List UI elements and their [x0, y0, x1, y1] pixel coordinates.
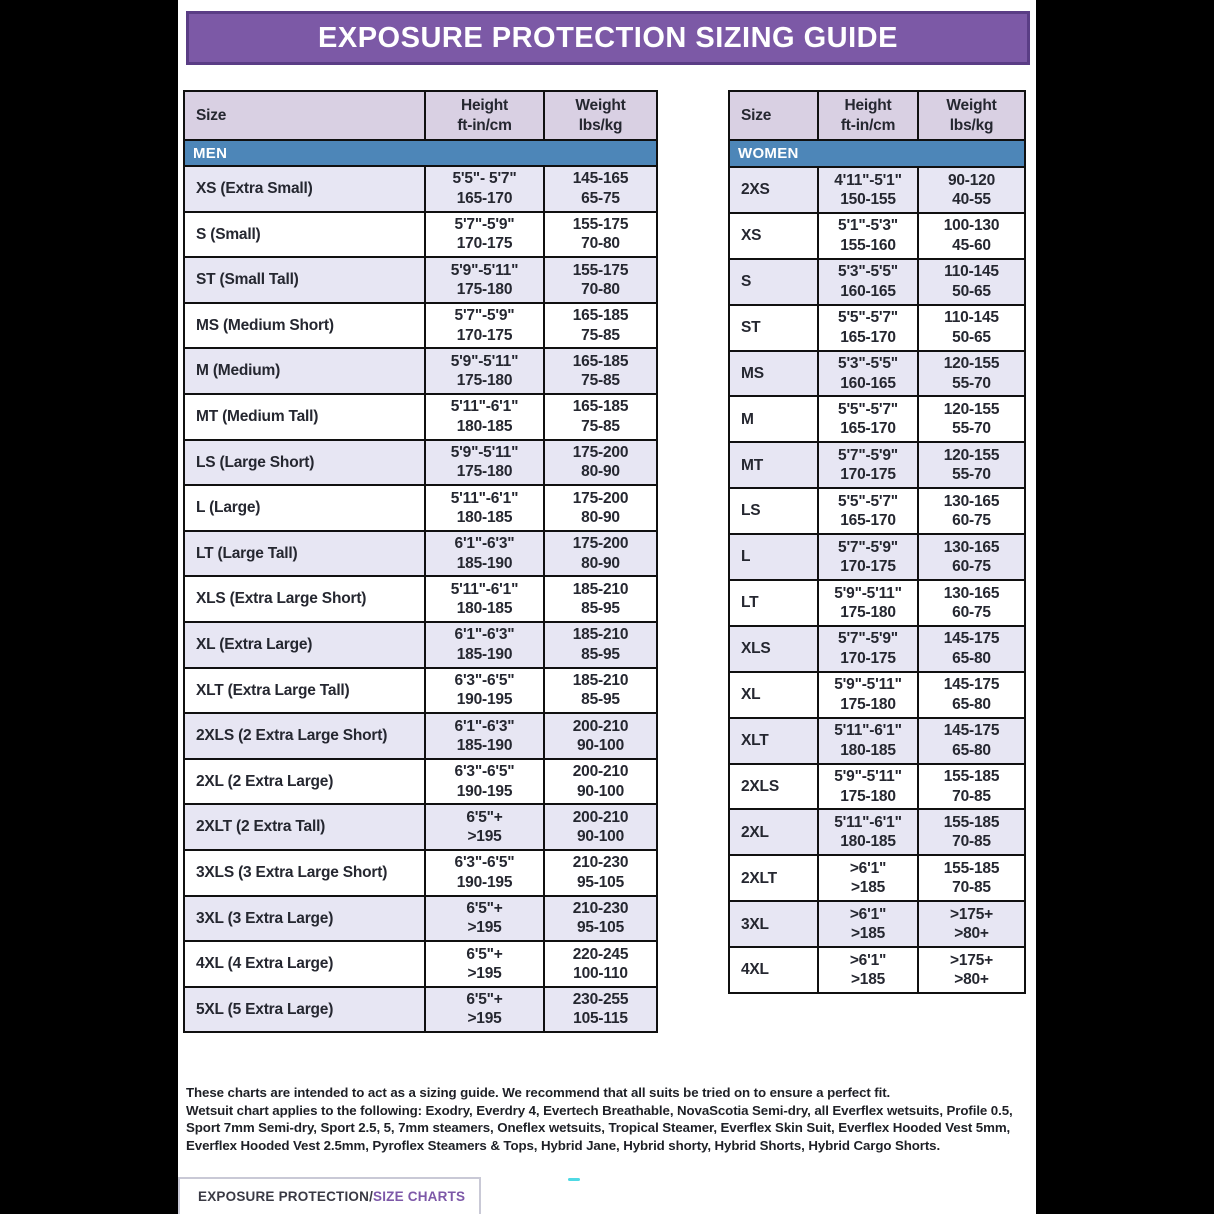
size-cell: ST	[741, 318, 761, 336]
women-group-band: WOMEN	[730, 139, 1024, 166]
column-header-size: Size	[196, 106, 227, 124]
women-table-header-row	[730, 92, 1024, 139]
table-row	[185, 849, 656, 895]
men-table-header-row	[185, 92, 656, 139]
size-cell: XL	[741, 686, 761, 704]
table-row	[185, 758, 656, 804]
footer-line-2: Wetsuit chart applies to the following: Exodry, Everdry 4, Evertech Breathable, NovaScotia Semi-dry, all Everflex wetsuits, Profile 0.5, Sport 7mm Semi-dry, Sport 2.5, 5, 7mm steamers, Oneflex wetsuits, Tropical Steamer, Everflex Skin Suit, Everflex Hooded Vest 5mm, Everflex Hooded Vest 2.5mm, Pyroflex Steamers & Tops, Hybrid Jane, Hybrid shorty, Hybrid Shorts, Hybrid Cargo Shorts.	[186, 1102, 1013, 1153]
height-cell: 6'3"-6'5" 190-195	[424, 669, 543, 713]
weight-cell: 100-130 45-60	[917, 214, 1024, 258]
height-cell: >6'1" >185	[817, 948, 917, 992]
height-cell: 6'1"-6'3" 185-190	[424, 532, 543, 576]
table-row	[185, 621, 656, 667]
height-cell: 5'11"-6'1" 180-185	[424, 395, 543, 439]
women-sizing-table	[728, 90, 1026, 994]
table-row	[185, 986, 656, 1032]
height-cell: >6'1" >185	[817, 856, 917, 900]
size-cell: S (Small)	[196, 225, 261, 243]
height-cell: 5'7"-5'9" 170-175	[817, 627, 917, 671]
size-cell: 3XLS (3 Extra Large Short)	[196, 864, 388, 882]
weight-cell: 175-200 80-90	[543, 486, 656, 530]
height-cell: 5'7"-5'9" 170-175	[424, 213, 543, 257]
weight-cell: 155-185 70-85	[917, 856, 1024, 900]
size-cell: MT (Medium Tall)	[196, 408, 319, 426]
weight-cell: 185-210 85-95	[543, 577, 656, 621]
height-cell: 6'3"-6'5" 190-195	[424, 851, 543, 895]
size-cell: 2XL (2 Extra Large)	[196, 772, 334, 790]
weight-cell: 155-185 70-85	[917, 765, 1024, 809]
size-cell: 2XLT (2 Extra Tall)	[196, 818, 326, 836]
table-row	[730, 625, 1024, 671]
sizing-guide-banner	[186, 11, 1030, 65]
height-cell: 6'3"-6'5" 190-195	[424, 760, 543, 804]
table-row	[730, 487, 1024, 533]
size-cell: S	[741, 273, 752, 291]
table-row	[185, 302, 656, 348]
height-cell: 6'1"-6'3" 185-190	[424, 714, 543, 758]
height-cell: 6'5"+ >195	[424, 805, 543, 849]
weight-cell: 165-185 75-85	[543, 349, 656, 393]
column-header-height: Height ft-in/cm	[817, 92, 917, 139]
height-cell: 5'5"-5'7" 165-170	[817, 306, 917, 350]
women-table-rows	[730, 166, 1024, 992]
table-row	[185, 530, 656, 576]
height-cell: 5'9"-5'11" 175-180	[424, 441, 543, 485]
size-cell: XLT	[741, 731, 769, 749]
tab-label-exposure-protection: EXPOSURE PROTECTION	[198, 1189, 370, 1204]
table-row	[730, 671, 1024, 717]
table-row	[730, 212, 1024, 258]
weight-cell: 155-185 70-85	[917, 810, 1024, 854]
weight-cell: 165-185 75-85	[543, 395, 656, 439]
table-row	[185, 895, 656, 941]
size-cell: M (Medium)	[196, 362, 281, 380]
table-row	[185, 165, 656, 211]
table-row	[730, 808, 1024, 854]
weight-cell: >175+ >80+	[917, 948, 1024, 992]
size-cell: MS (Medium Short)	[196, 316, 334, 334]
size-cell: 2XLS	[741, 777, 779, 795]
height-cell: 4'11"-5'1" 150-155	[817, 168, 917, 212]
men-group-band: MEN	[185, 139, 656, 165]
table-row	[730, 350, 1024, 396]
size-cell: MS	[741, 364, 764, 382]
weight-cell: 175-200 80-90	[543, 441, 656, 485]
weight-cell: 200-210 90-100	[543, 760, 656, 804]
weight-cell: 120-155 55-70	[917, 397, 1024, 441]
left-letterbox-bar	[0, 0, 178, 1214]
weight-cell: 110-145 50-65	[917, 306, 1024, 350]
size-cell: L	[741, 548, 751, 566]
size-cell: 2XLS (2 Extra Large Short)	[196, 727, 388, 745]
weight-cell: 200-210 90-100	[543, 805, 656, 849]
size-cell: LS	[741, 502, 761, 520]
weight-cell: 145-165 65-75	[543, 167, 656, 211]
weight-cell: 165-185 75-85	[543, 304, 656, 348]
table-row	[185, 211, 656, 257]
men-sizing-table	[183, 90, 658, 1033]
table-row	[730, 304, 1024, 350]
height-cell: 5'3"-5'5" 160-165	[817, 352, 917, 396]
height-cell: 5'5"-5'7" 165-170	[817, 397, 917, 441]
weight-cell: 200-210 90-100	[543, 714, 656, 758]
table-row	[730, 258, 1024, 304]
height-cell: 5'3"-5'5" 160-165	[817, 260, 917, 304]
tab-label-slash: /	[369, 1189, 374, 1204]
height-cell: 5'7"-5'9" 170-175	[817, 443, 917, 487]
weight-cell: 155-175 70-80	[543, 213, 656, 257]
column-header-size: Size	[741, 106, 772, 124]
weight-cell: 230-255 105-115	[543, 988, 656, 1032]
size-cell: XL (Extra Large)	[196, 636, 313, 654]
weight-cell: 220-245 100-110	[543, 942, 656, 986]
weight-cell: 120-155 55-70	[917, 443, 1024, 487]
column-header-weight: Weight lbs/kg	[543, 92, 656, 139]
size-cell: XLS	[741, 640, 771, 658]
size-cell: XLT (Extra Large Tall)	[196, 681, 350, 699]
weight-cell: 185-210 85-95	[543, 623, 656, 667]
weight-cell: 145-175 65-80	[917, 719, 1024, 763]
scroll-indicator-dash	[568, 1178, 580, 1181]
table-row	[730, 763, 1024, 809]
right-letterbox-bar	[1036, 0, 1214, 1214]
weight-cell: 210-230 95-105	[543, 851, 656, 895]
table-row	[185, 439, 656, 485]
table-row	[185, 256, 656, 302]
size-cell: LT	[741, 594, 759, 612]
size-cell: MT	[741, 456, 763, 474]
column-header-weight: Weight lbs/kg	[917, 92, 1024, 139]
height-cell: 5'9"-5'11" 175-180	[817, 581, 917, 625]
table-row	[185, 484, 656, 530]
table-row	[185, 393, 656, 439]
table-row	[730, 854, 1024, 900]
size-cell: ST (Small Tall)	[196, 271, 299, 289]
weight-cell: 90-120 40-55	[917, 168, 1024, 212]
height-cell: 6'5"+ >195	[424, 897, 543, 941]
table-row	[730, 166, 1024, 212]
height-cell: 5'9"-5'11" 175-180	[424, 258, 543, 302]
height-cell: 5'11"-6'1" 180-185	[817, 719, 917, 763]
size-cell: LS (Large Short)	[196, 453, 315, 471]
height-cell: 5'5"-5'7" 165-170	[817, 489, 917, 533]
height-cell: 6'1"-6'3" 185-190	[424, 623, 543, 667]
height-cell: >6'1" >185	[817, 902, 917, 946]
table-row	[185, 803, 656, 849]
weight-cell: 210-230 95-105	[543, 897, 656, 941]
weight-cell: 145-175 65-80	[917, 673, 1024, 717]
weight-cell: 130-165 60-75	[917, 581, 1024, 625]
table-row	[730, 946, 1024, 992]
table-row	[730, 395, 1024, 441]
size-cell: 4XL (4 Extra Large)	[196, 955, 334, 973]
height-cell: 5'9"-5'11" 175-180	[424, 349, 543, 393]
height-cell: 5'11"-6'1" 180-185	[817, 810, 917, 854]
table-row	[730, 441, 1024, 487]
size-cell: 2XL	[741, 823, 769, 841]
height-cell: 5'7"-5'9" 170-175	[817, 535, 917, 579]
height-cell: 6'5"+ >195	[424, 942, 543, 986]
size-cell: 2XS	[741, 181, 770, 199]
height-cell: 5'1"-5'3" 155-160	[817, 214, 917, 258]
table-row	[730, 579, 1024, 625]
size-cell: 5XL (5 Extra Large)	[196, 1000, 334, 1018]
size-cell: 3XL	[741, 915, 769, 933]
size-cell: 3XL (3 Extra Large)	[196, 909, 334, 927]
table-row	[730, 533, 1024, 579]
weight-cell: 130-165 60-75	[917, 489, 1024, 533]
height-cell: 5'5"- 5'7" 165-170	[424, 167, 543, 211]
size-cell: 2XLT	[741, 869, 777, 887]
weight-cell: 145-175 65-80	[917, 627, 1024, 671]
size-cell: XS (Extra Small)	[196, 180, 313, 198]
height-cell: 6'5"+ >195	[424, 988, 543, 1032]
size-cell: XLS (Extra Large Short)	[196, 590, 367, 608]
height-cell: 5'7"-5'9" 170-175	[424, 304, 543, 348]
size-cell: 4XL	[741, 961, 769, 979]
footer-line-1: These charts are intended to act as a sizing guide. We recommend that all suits be tried on to ensure a perfect fit.	[186, 1085, 891, 1100]
size-cell: XS	[741, 227, 762, 245]
table-row	[185, 940, 656, 986]
size-cell: LT (Large Tall)	[196, 544, 298, 562]
table-row	[185, 347, 656, 393]
height-cell: 5'11"-6'1" 180-185	[424, 577, 543, 621]
weight-cell: 175-200 80-90	[543, 532, 656, 576]
men-table-rows	[185, 165, 656, 1031]
weight-cell: 110-145 50-65	[917, 260, 1024, 304]
size-cell: M	[741, 410, 754, 428]
page-title: EXPOSURE PROTECTION SIZING GUIDE	[318, 21, 898, 54]
size-cell: L (Large)	[196, 499, 261, 517]
weight-cell: >175+ >80+	[917, 902, 1024, 946]
weight-cell: 130-165 60-75	[917, 535, 1024, 579]
column-header-height: Height ft-in/cm	[424, 92, 543, 139]
height-cell: 5'9"-5'11" 175-180	[817, 673, 917, 717]
table-row	[185, 712, 656, 758]
table-row	[185, 575, 656, 621]
height-cell: 5'9"-5'11" 175-180	[817, 765, 917, 809]
height-cell: 5'11"-6'1" 180-185	[424, 486, 543, 530]
footer-note	[186, 1084, 1032, 1154]
table-row	[730, 900, 1024, 946]
table-row	[730, 717, 1024, 763]
weight-cell: 185-210 85-95	[543, 669, 656, 713]
table-row	[185, 667, 656, 713]
weight-cell: 120-155 55-70	[917, 352, 1024, 396]
size-charts-tab[interactable]	[178, 1177, 481, 1214]
weight-cell: 155-175 70-80	[543, 258, 656, 302]
tab-label-size-charts: SIZE CHARTS	[373, 1189, 466, 1204]
